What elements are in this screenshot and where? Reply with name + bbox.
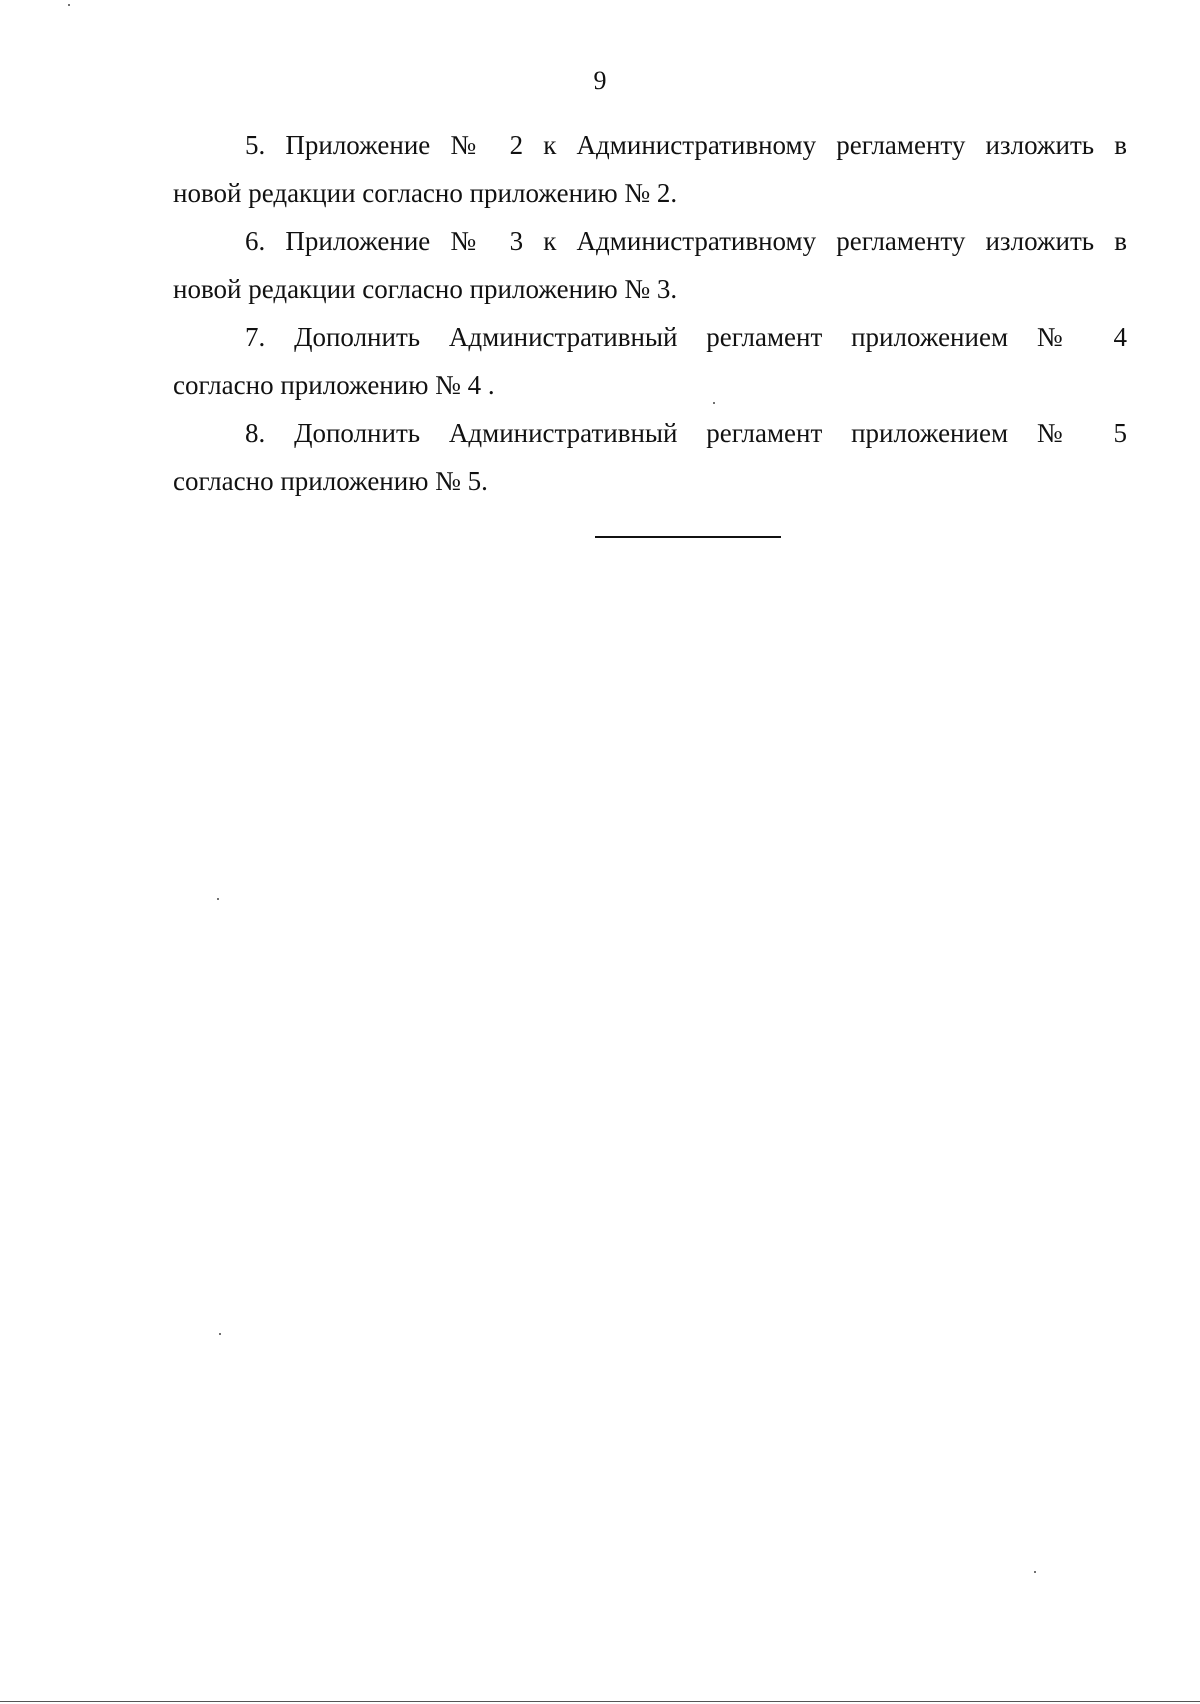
page-number: 9	[593, 66, 607, 95]
paragraph-line: 6. Приложение № 3 к Административному регламенту изложить в	[245, 226, 1127, 256]
paragraph-line: новой редакции согласно приложению № 2.	[173, 178, 678, 208]
paragraph-8	[173, 409, 1127, 505]
document-body	[173, 121, 1127, 505]
paragraph-line: новой редакции согласно приложению № 3.	[173, 274, 678, 304]
end-separator-line	[595, 536, 781, 538]
paragraph-line: согласно приложению № 5.	[173, 466, 488, 496]
scan-speck	[713, 402, 715, 404]
scan-speck	[219, 1333, 221, 1335]
paragraph-line: согласно приложению № 4 .	[173, 370, 495, 400]
paragraph-6	[173, 217, 1127, 313]
paragraph-5	[173, 121, 1127, 217]
paragraph-line: 5. Приложение № 2 к Административному регламенту изложить в	[245, 130, 1127, 160]
scan-speck	[1034, 1571, 1036, 1573]
scan-bottom-edge	[0, 1701, 1200, 1702]
scan-speck	[217, 898, 219, 900]
scan-speck	[68, 4, 70, 6]
paragraph-7	[173, 313, 1127, 409]
paragraph-line: 8. Дополнить Административный регламент приложением № 5	[245, 418, 1127, 448]
paragraph-line: 7. Дополнить Административный регламент приложением № 4	[245, 322, 1127, 352]
